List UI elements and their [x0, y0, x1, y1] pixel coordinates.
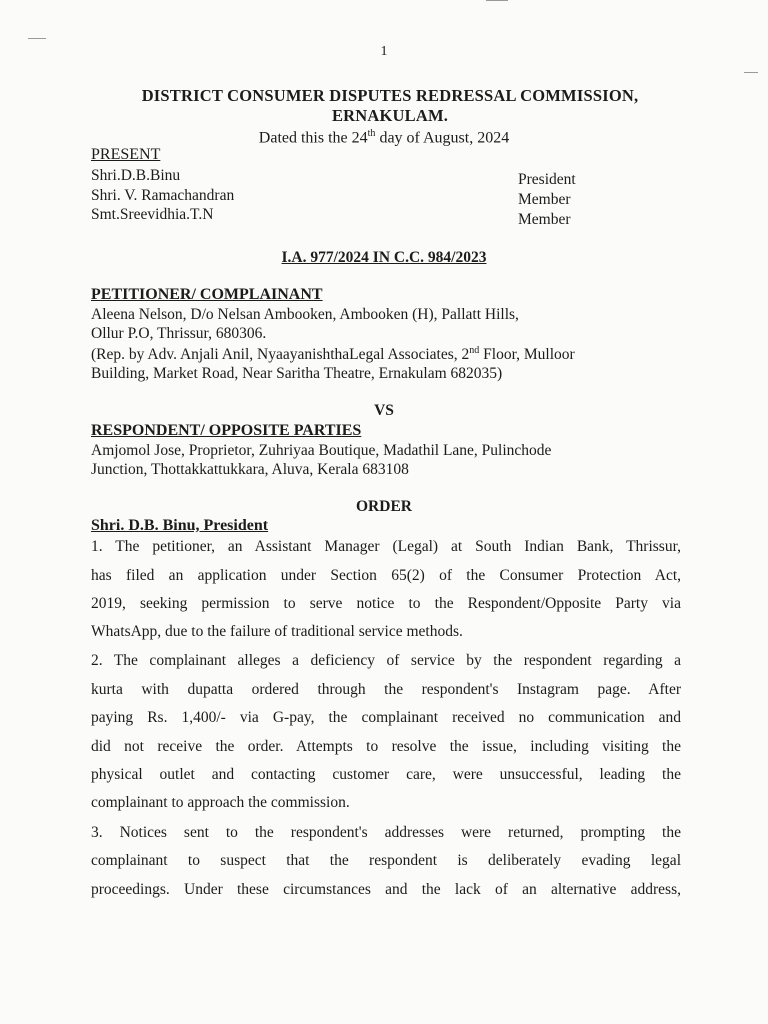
member-name-3: Smt.Sreevidhia.T.N: [91, 206, 214, 223]
petitioner-line-3-prefix: (Rep. by Adv. Anjali Anil, NyaayanishthaLegal Associates, 2: [91, 346, 470, 364]
case-number: I.A. 977/2024 IN C.C. 984/2023: [281, 249, 487, 266]
petitioner-line-1: Aleena Nelson, D/o Nelsan Ambooken, Ambooken (H), Pallatt Hills,: [91, 306, 519, 323]
member-role-1: President: [518, 171, 576, 188]
present-heading: PRESENT: [91, 146, 161, 163]
order-line: complainant to suspect that the respondent is deliberately evading legal: [91, 852, 681, 869]
petitioner-heading: PETITIONER/ COMPLAINANT: [91, 286, 323, 303]
respondent-line-1: Amjomol Jose, Proprietor, Zuhriyaa Boutique, Madathil Lane, Pulinchode: [91, 442, 552, 459]
petitioner-line-2: Ollur P.O, Thrissur, 680306.: [91, 325, 267, 342]
order-title: ORDER: [356, 498, 412, 515]
respondent-heading: RESPONDENT/ OPPOSITE PARTIES: [91, 422, 362, 439]
order-line: physical outlet and contacting customer care, were unsuccessful, leading the: [91, 766, 681, 783]
dated-prefix: Dated this the 24: [258, 129, 368, 147]
order-line: paying Rs. 1,400/- via G-pay, the complainant received no communication and: [91, 709, 681, 726]
order-line: has filed an application under Section 65(2) of the Consumer Protection Act,: [91, 567, 681, 584]
member-role-2: Member: [518, 191, 571, 208]
page-number: 1: [380, 44, 388, 59]
commission-title-line2: ERNAKULAM.: [331, 106, 449, 125]
member-role-3: Member: [518, 211, 571, 228]
order-line: proceedings. Under these circumstances and the lack of an alternative address,: [91, 881, 681, 898]
order-line: kurta with dupatta ordered through the respondent's Instagram page. After: [91, 681, 681, 698]
petitioner-line-3-suffix: Floor, Mulloor: [479, 346, 575, 364]
order-line: 2. The complainant alleges a deficiency of service by the respondent regarding a: [91, 652, 681, 669]
member-name-2: Shri. V. Ramachandran: [91, 187, 235, 204]
commission-title-line1: DISTRICT CONSUMER DISPUTES REDRESSAL COMMISSION,: [141, 86, 639, 105]
commission-title: [90, 86, 690, 126]
dated-line: [0, 128, 768, 147]
order-line: did not receive the order. Attempts to resolve the issue, including visiting the: [91, 738, 681, 755]
scan-mark-top: [486, 0, 508, 1]
order-line: complainant to approach the commission.: [91, 794, 350, 811]
petitioner-line-3-sup: nd: [469, 345, 480, 356]
petitioner-line-3: [91, 345, 575, 364]
dated-sup: th: [367, 128, 376, 139]
scan-mark-left: [28, 38, 46, 39]
dated-suffix: day of August, 2024: [375, 129, 510, 147]
order-author: Shri. D.B. Binu, President: [91, 517, 269, 534]
member-name-1: Shri.D.B.Binu: [91, 167, 181, 184]
order-line: WhatsApp, due to the failure of traditional service methods.: [91, 623, 463, 640]
scan-mark-right: [744, 72, 758, 73]
order-line: 1. The petitioner, an Assistant Manager (Legal) at South Indian Bank, Thrissur,: [91, 538, 681, 555]
petitioner-line-4: Building, Market Road, Near Saritha Theatre, Ernakulam 682035): [91, 365, 503, 382]
order-line: 3. Notices sent to the respondent's addresses were returned, prompting the: [91, 824, 681, 841]
order-line: 2019, seeking permission to serve notice to the Respondent/Opposite Party via: [91, 595, 681, 612]
vs-label: VS: [374, 402, 394, 419]
respondent-line-2: Junction, Thottakkattukkara, Aluva, Kerala 683108: [91, 461, 409, 478]
